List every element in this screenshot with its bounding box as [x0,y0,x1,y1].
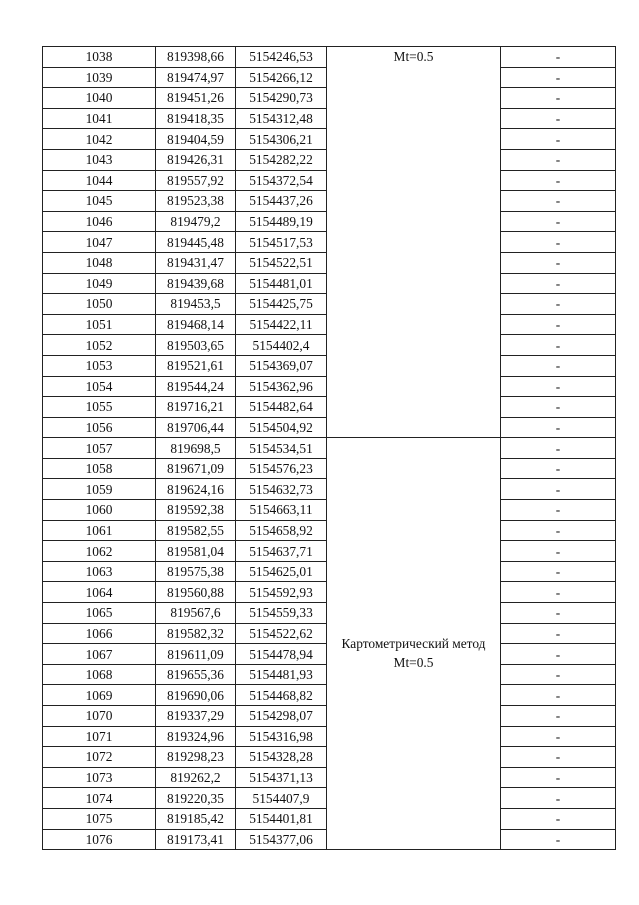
mark-cell: - [501,232,616,253]
point-number-cell: 1063 [43,561,156,582]
x-coordinate-cell: 819557,92 [156,170,236,191]
point-number-cell: 1056 [43,417,156,438]
y-coordinate-cell: 5154312,48 [236,108,327,129]
mark-cell: - [501,520,616,541]
y-coordinate-cell: 5154489,19 [236,211,327,232]
coordinates-table [42,46,616,850]
y-coordinate-cell: 5154371,13 [236,767,327,788]
x-coordinate-cell: 819671,09 [156,458,236,479]
point-number-cell: 1065 [43,603,156,624]
mark-cell: - [501,397,616,418]
x-coordinate-cell: 819404,59 [156,129,236,150]
mark-cell: - [501,685,616,706]
mark-cell: - [501,438,616,459]
y-coordinate-cell: 5154328,28 [236,747,327,768]
mark-cell: - [501,191,616,212]
point-number-cell: 1054 [43,376,156,397]
mark-cell: - [501,541,616,562]
x-coordinate-cell: 819592,38 [156,500,236,521]
mark-cell: - [501,417,616,438]
point-number-cell: 1052 [43,335,156,356]
method-text: Mt=0.5 [393,49,434,64]
x-coordinate-cell: 819706,44 [156,417,236,438]
y-coordinate-cell: 5154663,11 [236,500,327,521]
y-coordinate-cell: 5154437,26 [236,191,327,212]
point-number-cell: 1076 [43,829,156,850]
x-coordinate-cell: 819560,88 [156,582,236,603]
x-coordinate-cell: 819575,38 [156,561,236,582]
y-coordinate-cell: 5154401,81 [236,808,327,829]
y-coordinate-cell: 5154306,21 [236,129,327,150]
y-coordinate-cell: 5154632,73 [236,479,327,500]
point-number-cell: 1040 [43,88,156,109]
mark-cell: - [501,788,616,809]
x-coordinate-cell: 819523,38 [156,191,236,212]
point-number-cell: 1053 [43,355,156,376]
point-number-cell: 1049 [43,273,156,294]
point-number-cell: 1046 [43,211,156,232]
x-coordinate-cell: 819431,47 [156,252,236,273]
y-coordinate-cell: 5154522,62 [236,623,327,644]
y-coordinate-cell: 5154362,96 [236,376,327,397]
point-number-cell: 1059 [43,479,156,500]
y-coordinate-cell: 5154377,06 [236,829,327,850]
point-number-cell: 1047 [43,232,156,253]
y-coordinate-cell: 5154482,64 [236,397,327,418]
y-coordinate-cell: 5154576,23 [236,458,327,479]
y-coordinate-cell: 5154266,12 [236,67,327,88]
y-coordinate-cell: 5154316,98 [236,726,327,747]
method-text: Картометрический метод [341,635,486,651]
point-number-cell: 1066 [43,623,156,644]
y-coordinate-cell: 5154372,54 [236,170,327,191]
point-number-cell: 1045 [43,191,156,212]
x-coordinate-cell: 819185,42 [156,808,236,829]
y-coordinate-cell: 5154658,92 [236,520,327,541]
x-coordinate-cell: 819262,2 [156,767,236,788]
mark-cell: - [501,623,616,644]
x-coordinate-cell: 819716,21 [156,397,236,418]
x-coordinate-cell: 819582,55 [156,520,236,541]
x-coordinate-cell: 819398,66 [156,47,236,68]
point-number-cell: 1041 [43,108,156,129]
x-coordinate-cell: 819298,23 [156,747,236,768]
mark-cell: - [501,314,616,335]
point-number-cell: 1061 [43,520,156,541]
mark-cell: - [501,500,616,521]
y-coordinate-cell: 5154637,71 [236,541,327,562]
point-number-cell: 1058 [43,458,156,479]
x-coordinate-cell: 819503,65 [156,335,236,356]
mark-cell: - [501,664,616,685]
mark-cell: - [501,335,616,356]
x-coordinate-cell: 819337,29 [156,706,236,727]
x-coordinate-cell: 819567,6 [156,603,236,624]
y-coordinate-cell: 5154534,51 [236,438,327,459]
point-number-cell: 1072 [43,747,156,768]
mark-cell: - [501,211,616,232]
mark-cell: - [501,603,616,624]
point-number-cell: 1068 [43,664,156,685]
y-coordinate-cell: 5154478,94 [236,644,327,665]
mark-cell: - [501,47,616,68]
point-number-cell: 1042 [43,129,156,150]
point-number-cell: 1069 [43,685,156,706]
y-coordinate-cell: 5154402,4 [236,335,327,356]
method-cell [327,438,501,850]
mark-cell: - [501,273,616,294]
x-coordinate-cell: 819453,5 [156,294,236,315]
mark-cell: - [501,479,616,500]
point-number-cell: 1057 [43,438,156,459]
x-coordinate-cell: 819655,36 [156,664,236,685]
mark-cell: - [501,149,616,170]
method-cell [327,47,501,438]
x-coordinate-cell: 819581,04 [156,541,236,562]
mark-cell: - [501,747,616,768]
table-row [43,438,616,459]
y-coordinate-cell: 5154592,93 [236,582,327,603]
mark-cell: - [501,252,616,273]
y-coordinate-cell: 5154481,93 [236,664,327,685]
mark-cell: - [501,376,616,397]
point-number-cell: 1055 [43,397,156,418]
y-coordinate-cell: 5154625,01 [236,561,327,582]
point-number-cell: 1074 [43,788,156,809]
y-coordinate-cell: 5154282,22 [236,149,327,170]
mark-cell: - [501,808,616,829]
x-coordinate-cell: 819439,68 [156,273,236,294]
point-number-cell: 1064 [43,582,156,603]
point-number-cell: 1071 [43,726,156,747]
point-number-cell: 1075 [43,808,156,829]
x-coordinate-cell: 819426,31 [156,149,236,170]
point-number-cell: 1038 [43,47,156,68]
y-coordinate-cell: 5154481,01 [236,273,327,294]
x-coordinate-cell: 819445,48 [156,232,236,253]
mark-cell: - [501,767,616,788]
table-row [43,47,616,68]
y-coordinate-cell: 5154298,07 [236,706,327,727]
point-number-cell: 1039 [43,67,156,88]
method-text: Mt=0.5 [393,654,434,670]
y-coordinate-cell: 5154369,07 [236,355,327,376]
x-coordinate-cell: 819173,41 [156,829,236,850]
y-coordinate-cell: 5154290,73 [236,88,327,109]
mark-cell: - [501,294,616,315]
mark-cell: - [501,458,616,479]
point-number-cell: 1070 [43,706,156,727]
x-coordinate-cell: 819544,24 [156,376,236,397]
x-coordinate-cell: 819582,32 [156,623,236,644]
mark-cell: - [501,355,616,376]
point-number-cell: 1048 [43,252,156,273]
point-number-cell: 1050 [43,294,156,315]
mark-cell: - [501,129,616,150]
x-coordinate-cell: 819521,61 [156,355,236,376]
mark-cell: - [501,644,616,665]
x-coordinate-cell: 819624,16 [156,479,236,500]
y-coordinate-cell: 5154522,51 [236,252,327,273]
point-number-cell: 1073 [43,767,156,788]
mark-cell: - [501,829,616,850]
point-number-cell: 1043 [43,149,156,170]
x-coordinate-cell: 819690,06 [156,685,236,706]
y-coordinate-cell: 5154425,75 [236,294,327,315]
x-coordinate-cell: 819324,96 [156,726,236,747]
mark-cell: - [501,706,616,727]
x-coordinate-cell: 819451,26 [156,88,236,109]
mark-cell: - [501,108,616,129]
x-coordinate-cell: 819220,35 [156,788,236,809]
mark-cell: - [501,88,616,109]
point-number-cell: 1060 [43,500,156,521]
x-coordinate-cell: 819479,2 [156,211,236,232]
point-number-cell: 1044 [43,170,156,191]
mark-cell: - [501,726,616,747]
y-coordinate-cell: 5154246,53 [236,47,327,68]
x-coordinate-cell: 819611,09 [156,644,236,665]
y-coordinate-cell: 5154504,92 [236,417,327,438]
coordinates-table-body [43,47,616,850]
mark-cell: - [501,582,616,603]
y-coordinate-cell: 5154407,9 [236,788,327,809]
x-coordinate-cell: 819698,5 [156,438,236,459]
point-number-cell: 1051 [43,314,156,335]
y-coordinate-cell: 5154468,82 [236,685,327,706]
y-coordinate-cell: 5154422,11 [236,314,327,335]
x-coordinate-cell: 819418,35 [156,108,236,129]
point-number-cell: 1062 [43,541,156,562]
mark-cell: - [501,561,616,582]
mark-cell: - [501,170,616,191]
y-coordinate-cell: 5154517,53 [236,232,327,253]
point-number-cell: 1067 [43,644,156,665]
mark-cell: - [501,67,616,88]
x-coordinate-cell: 819468,14 [156,314,236,335]
y-coordinate-cell: 5154559,33 [236,603,327,624]
x-coordinate-cell: 819474,97 [156,67,236,88]
